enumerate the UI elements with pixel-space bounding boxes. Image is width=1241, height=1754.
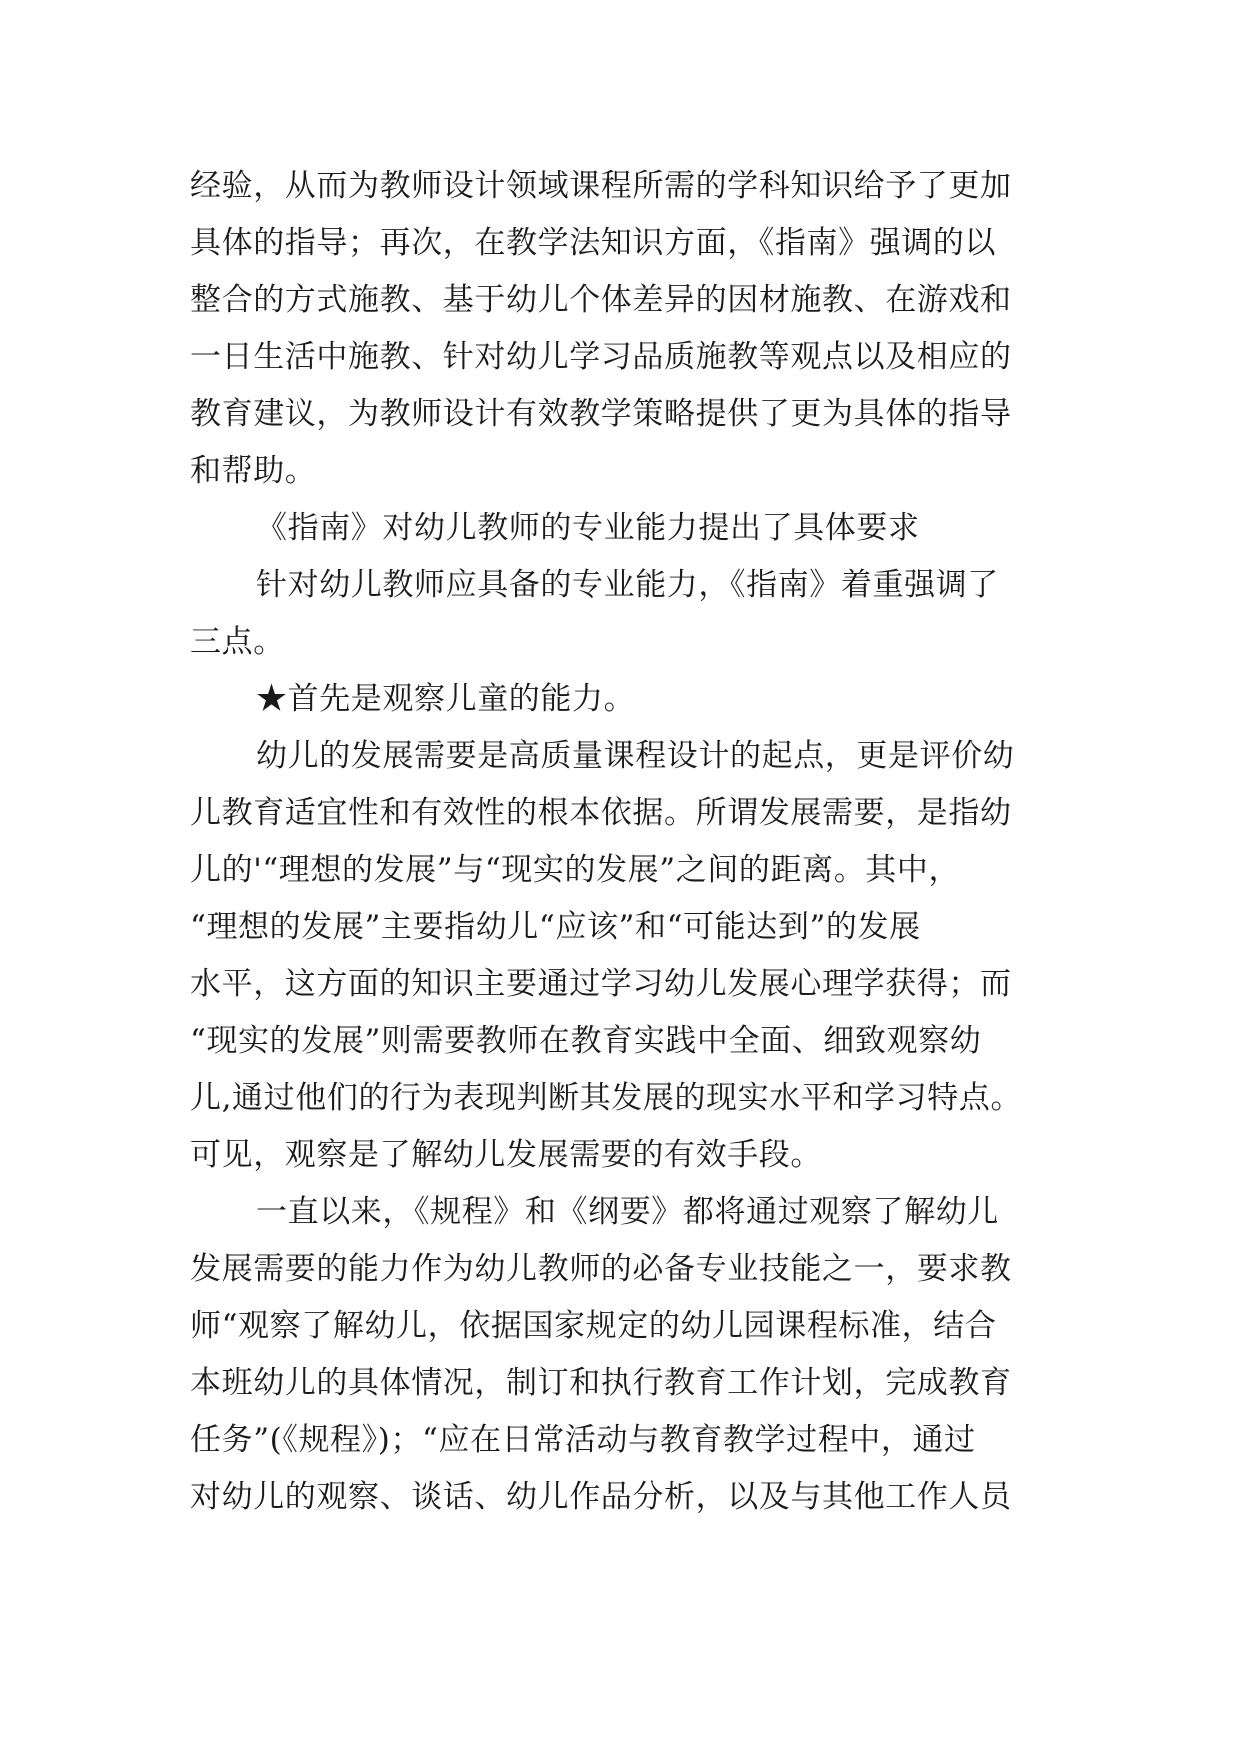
text-line: 可见，观察是了解幼儿发展需要的有效手段。 [190, 1137, 822, 1173]
text-line: “理想的发展”主要指幼儿“应该”和“可能达到”的发展 [190, 909, 921, 945]
text-line: 发展需要的能力作为幼儿教师的必备专业技能之一，要求教 [190, 1251, 1012, 1287]
text-line: 教育建议，为教师设计有效教学策略提供了更为具体的指导 [190, 396, 1012, 432]
text-line: 儿的'“理想的发展”与“现实的发展”之间的距离。其中， [190, 852, 961, 888]
text-line: 和帮助。 [190, 453, 317, 489]
text-line: 儿,通过他们的行为表现判断其发展的现实水平和学习特点。 [190, 1080, 1023, 1116]
text-line: 整合的方式施教、基于幼儿个体差异的因材施教、在游戏和 [190, 282, 1012, 318]
text-line: 三点。 [190, 624, 285, 660]
text-line: 一日生活中施教、针对幼儿学习品质施教等观点以及相应的 [190, 339, 1012, 375]
text-line: ★首先是观察儿童的能力。 [256, 681, 636, 717]
text-line: 儿教育适宜性和有效性的根本依据。所谓发展需要，是指幼 [190, 795, 1012, 831]
text-line: 具体的指导；再次，在教学法知识方面，《指南》强调的以 [190, 225, 997, 261]
text-line: 幼儿的发展需要是高质量课程设计的起点，更是评价幼 [256, 738, 1015, 774]
text-line: 一直以来，《规程》和《纲要》都将通过观察了解幼儿 [256, 1194, 999, 1230]
text-line: “现实的发展”则需要教师在教育实践中全面、细致观察幼 [190, 1023, 982, 1059]
text-line: 水平，这方面的知识主要通过学习幼儿发展心理学获得；而 [190, 966, 1012, 1002]
text-line: 《指南》对幼儿教师的专业能力提出了具体要求 [256, 510, 920, 546]
text-line: 经验，从而为教师设计领域课程所需的学科知识给予了更加 [190, 168, 1012, 204]
body-text [190, 158, 1090, 1526]
text-line: 对幼儿的观察、谈话、幼儿作品分析，以及与其他工作人员 [190, 1479, 1012, 1515]
text-line: 针对幼儿教师应具备的专业能力，《指南》着重强调了 [256, 567, 999, 603]
text-line: 师“观察了解幼儿，依据国家规定的幼儿园课程标准，结合 [190, 1308, 997, 1344]
text-line: 任务”(《规程》)；“应在日常活动与教育教学过程中，通过 [190, 1422, 976, 1458]
text-line: 本班幼儿的具体情况，制订和执行教育工作计划，完成教育 [190, 1365, 1012, 1401]
